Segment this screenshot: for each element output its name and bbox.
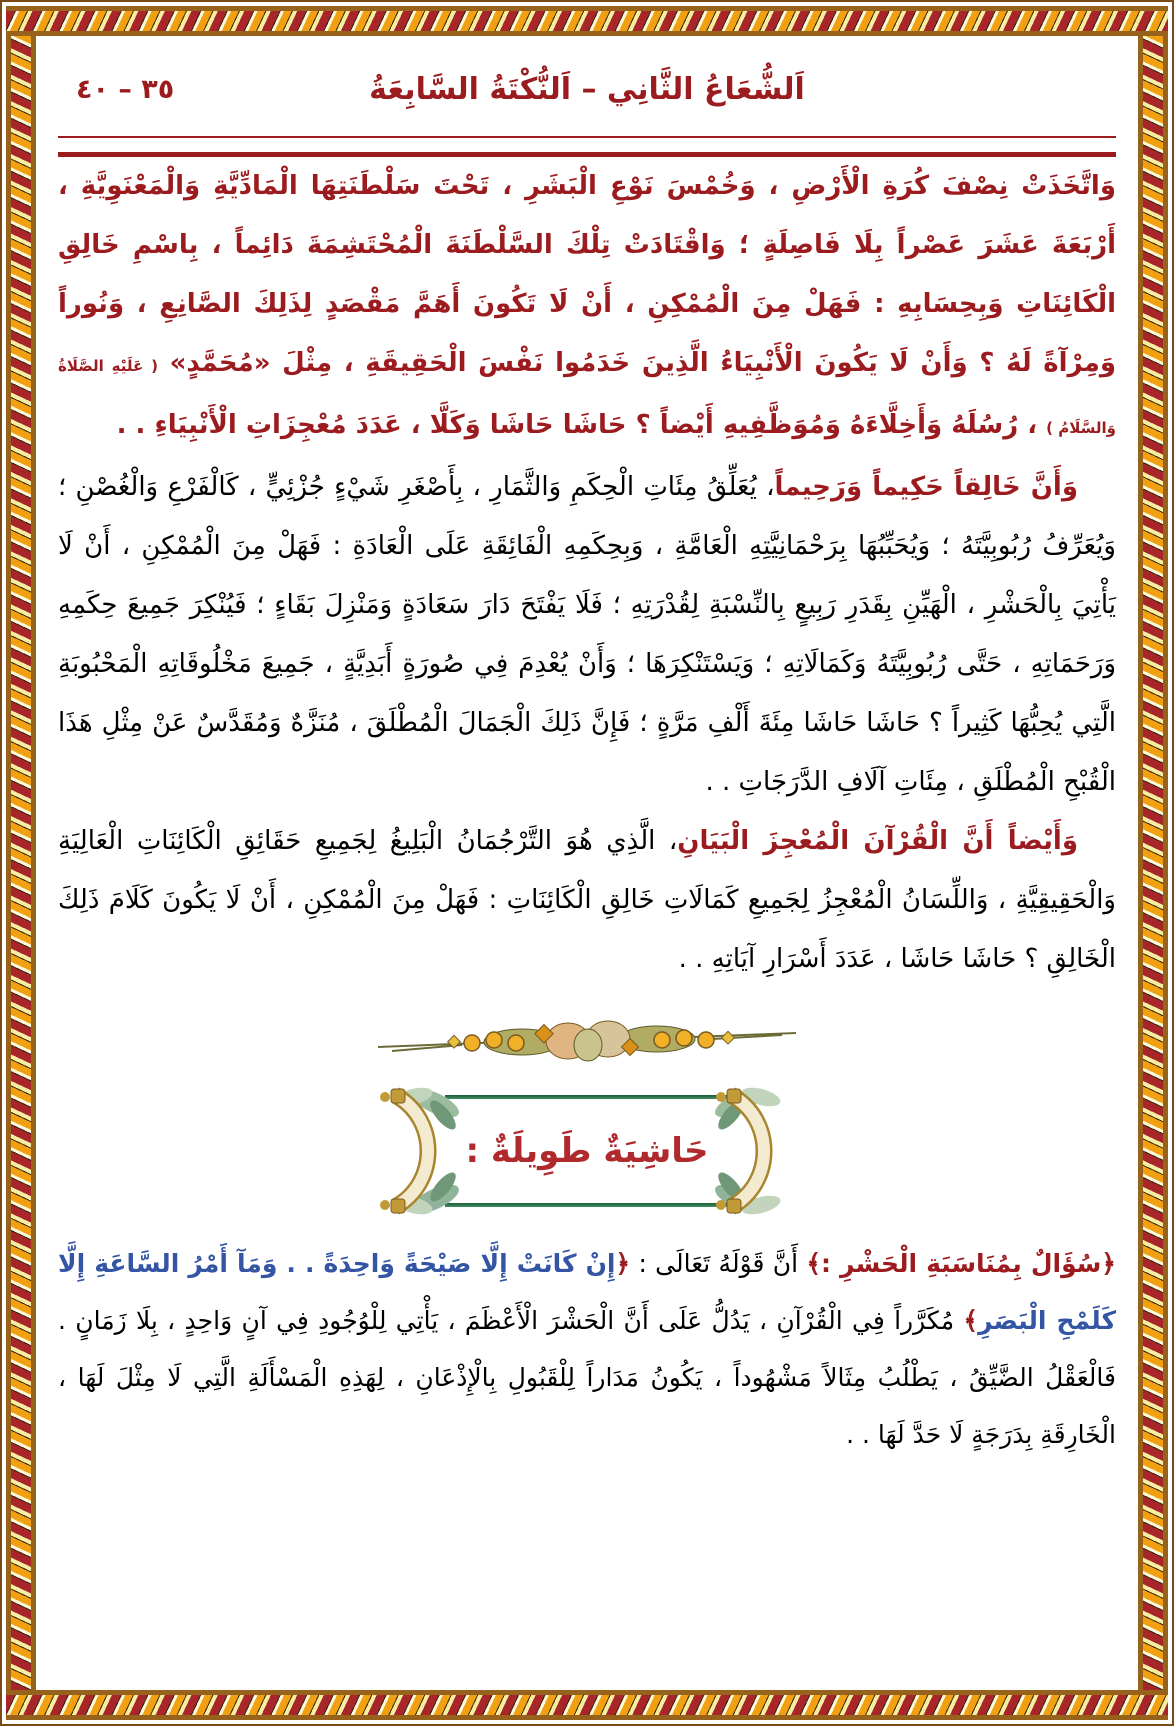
- page-title: اَلشُّعَاعُ الثَّانِي – اَلنُّكْتَةُ السَّابِعَةُ: [369, 72, 805, 107]
- quran-close-bracket: ﴾: [963, 1306, 979, 1335]
- header-double-rule: [58, 136, 1116, 157]
- footnote-text: مُكَرَّراً فِي الْقُرْآنِ ، يَدُلُّ عَلَى أَنَّ الْحَشْرَ الْأَعْظَمَ ، يَأْتِي لِلْوُجُودِ فِي آنٍ وَاحِدٍ ، بِلَا زَمَانٍ . فَالْعَقْلُ الضَّيِّقُ ، يَطْلُبُ مِثَالاً مَشْهُوداً ، يَكُونُ مَدَاراً لِلْقَبُولِ بِالْإِذْعَانِ ، لِهَذِهِ الْمَسْأَلَةِ الَّتِي لَا مِثْلَ لَهَا ، الْخَارِقَةِ بِدَرَجَةٍ لَا حَدَّ لَهَا . .: [58, 1306, 1116, 1449]
- paragraph-red-1-continuation: ، رُسُلَهُ وَأَخِلَّاءَهُ وَمُوَظَّفِيهِ أَيْضاً ؟ حَاشَا حَاشَا وَكَلَّا ، عَدَدَ مُعْجِزَاتِ الْأَنْبِيَاءِ . .: [116, 410, 1038, 440]
- border-right: [1138, 36, 1168, 1690]
- footnote-section: [58, 1235, 1116, 1463]
- page-number: ٣٥ – ٤٠: [76, 74, 175, 105]
- quran-quote: إِنْ كَانَتْ إِلَّا صَيْحَةً وَاحِدَةً . . وَمَآ أَمْرُ السَّاعَةِ إِلَّا كَلَمْحِ الْبَصَرِ: [58, 1249, 1116, 1335]
- page-content: [58, 42, 1116, 1684]
- paragraph-2-lead: وَأَنَّ خَالِقاً حَكِيماً وَرَحِيماً: [774, 472, 1079, 502]
- border-left: [6, 36, 36, 1690]
- border-top: [6, 6, 1168, 36]
- floral-divider-art: [372, 1015, 802, 1067]
- footnote-intro: أَنَّ قَوْلَهُ تَعَالَى :: [630, 1249, 807, 1278]
- footnote-banner-title: حَاشِيَةٌ طَوِيلَةٌ :: [465, 1131, 709, 1171]
- floral-divider: [58, 1015, 1116, 1071]
- paragraph-red-1-text: وَاتَّخَذَتْ نِصْفَ كُرَةِ الْأَرْضِ ، وَخُمْسَ نَوْعِ الْبَشَرِ ، تَحْتَ سَلْطَنَتِهَا الْمَادِّيَّةِ وَالْمَعْنَوِيَّةِ ، أَرْبَعَةَ عَشَرَ عَصْراً بِلَا فَاصِلَةٍ ؛ وَاقْتَادَتْ تِلْكَ السَّلْطَنَةَ الْمُحْتَشِمَةَ دَائِماً ، بِاسْمِ خَالِقِ الْكَائِنَاتِ وَبِحِسَابِهِ : فَهَلْ مِنَ الْمُمْكِنِ ، أَنْ لَا تَكُونَ أَهَمَّ مَقْصَدٍ لِذَلِكَ الصَّانِعِ ، وَنُوراً وَمِرْآةً لَهُ ؟ وَأَنْ لَا يَكُونَ الْأَنْبِيَاءُ الَّذِينَ خَدَمُوا نَفْسَ الْحَقِيقَةِ ، مِثْلَ «مُحَمَّدٍ»: [58, 171, 1116, 378]
- border-bottom: [6, 1690, 1168, 1720]
- paragraph-red-1: [58, 157, 1116, 458]
- paragraph-2: [58, 458, 1116, 812]
- paragraph-3: [58, 812, 1116, 989]
- paragraph-3-text: ، الَّذِي هُوَ التَّرْجُمَانُ الْبَلِيغُ لِجَمِيعِ حَقَائِقِ الْكَائِنَاتِ الْعَالِيَةِ وَالْحَقِيقِيَّةِ ، وَاللِّسَانُ الْمُعْجِزُ لِجَمِيعِ كَمَالَاتِ خَالِقِ الْكَائِنَاتِ : فَهَلْ مِنَ الْمُمْكِنِ ، أَنْ لَا يَكُونَ كَلَامَ ذَلِكَ الْخَالِقِ ؟ حَاشَا حَاشَا ، عَدَدَ أَسْرَارِ آيَاتِهِ . .: [58, 826, 1116, 974]
- page-header: [58, 58, 1116, 130]
- footnote-heading: ﴿سُؤَالٌ بِمُنَاسَبَةِ الْحَشْرِ :﴾: [806, 1249, 1116, 1278]
- footnote-paragraph: [58, 1235, 1116, 1463]
- paragraph-3-lead: وَأَيْضاً أَنَّ الْقُرْآنَ الْمُعْجِزَ الْبَيَانِ: [677, 826, 1078, 856]
- footnote-banner: [379, 1085, 795, 1217]
- salawat-seal: ( عَلَيْهِ الصَّلَاةُ وَالسَّلَامُ ): [58, 357, 1116, 437]
- quran-open-bracket: ﴿: [615, 1249, 631, 1278]
- paragraph-2-text: ، يُعَلِّقُ مِئَاتِ الْحِكَمِ وَالثَّمَارِ ، بِأَصْغَرِ شَيْءٍ جُزْئِيٍّ ، كَالْفَرْعِ وَالْغُصْنِ ؛ وَيُعَرِّفُ رُبُوبِيَّتَهُ ؛ وَيُحَبِّبُهَا بِرَحْمَانِيَّتِهِ الْعَامَّةِ ، وَبِحِكَمِهِ الْفَائِقَةِ عَلَى الْعَادَةِ : فَهَلْ مِنَ الْمُمْكِنِ ، أَنْ لَا يَأْتِيَ بِالْحَشْرِ ، الْهَيِّنِ بِقَدَرِ رَبِيعٍ بِالنِّسْبَةِ لِقُدْرَتِهِ ؛ فَلَا يَفْتَحَ دَارَ سَعَادَةٍ وَمَنْزِلَ بَقَاءٍ ؛ فَيُنْكِرَ جَمِيعَ حِكَمِهِ وَرَحَمَاتِهِ ، حَتَّى رُبُوبِيَّتَهُ وَكَمَالَاتِهِ ؛ وَيَسْتَنْكِرَهَا ؛ وَأَنْ يُعْدِمَ فِي صُورَةٍ أَبَدِيَّةٍ ، جَمِيعَ مَخْلُوقَاتِهِ الْمَحْبُوبَةِ الَّتِي يُحِبُّهَا كَثِيراً ؟ حَاشَا حَاشَا مِئَةَ أَلْفِ مَرَّةٍ ؛ فَإِنَّ ذَلِكَ الْجَمَالَ الْمُطْلَقَ ، مُنَزَّهٌ وَمُقَدَّسٌ عَنْ مِثْلِ هَذَا الْقُبْحِ الْمُطْلَقِ ، مِئَاتِ آلَافِ الدَّرَجَاتِ . .: [58, 472, 1116, 797]
